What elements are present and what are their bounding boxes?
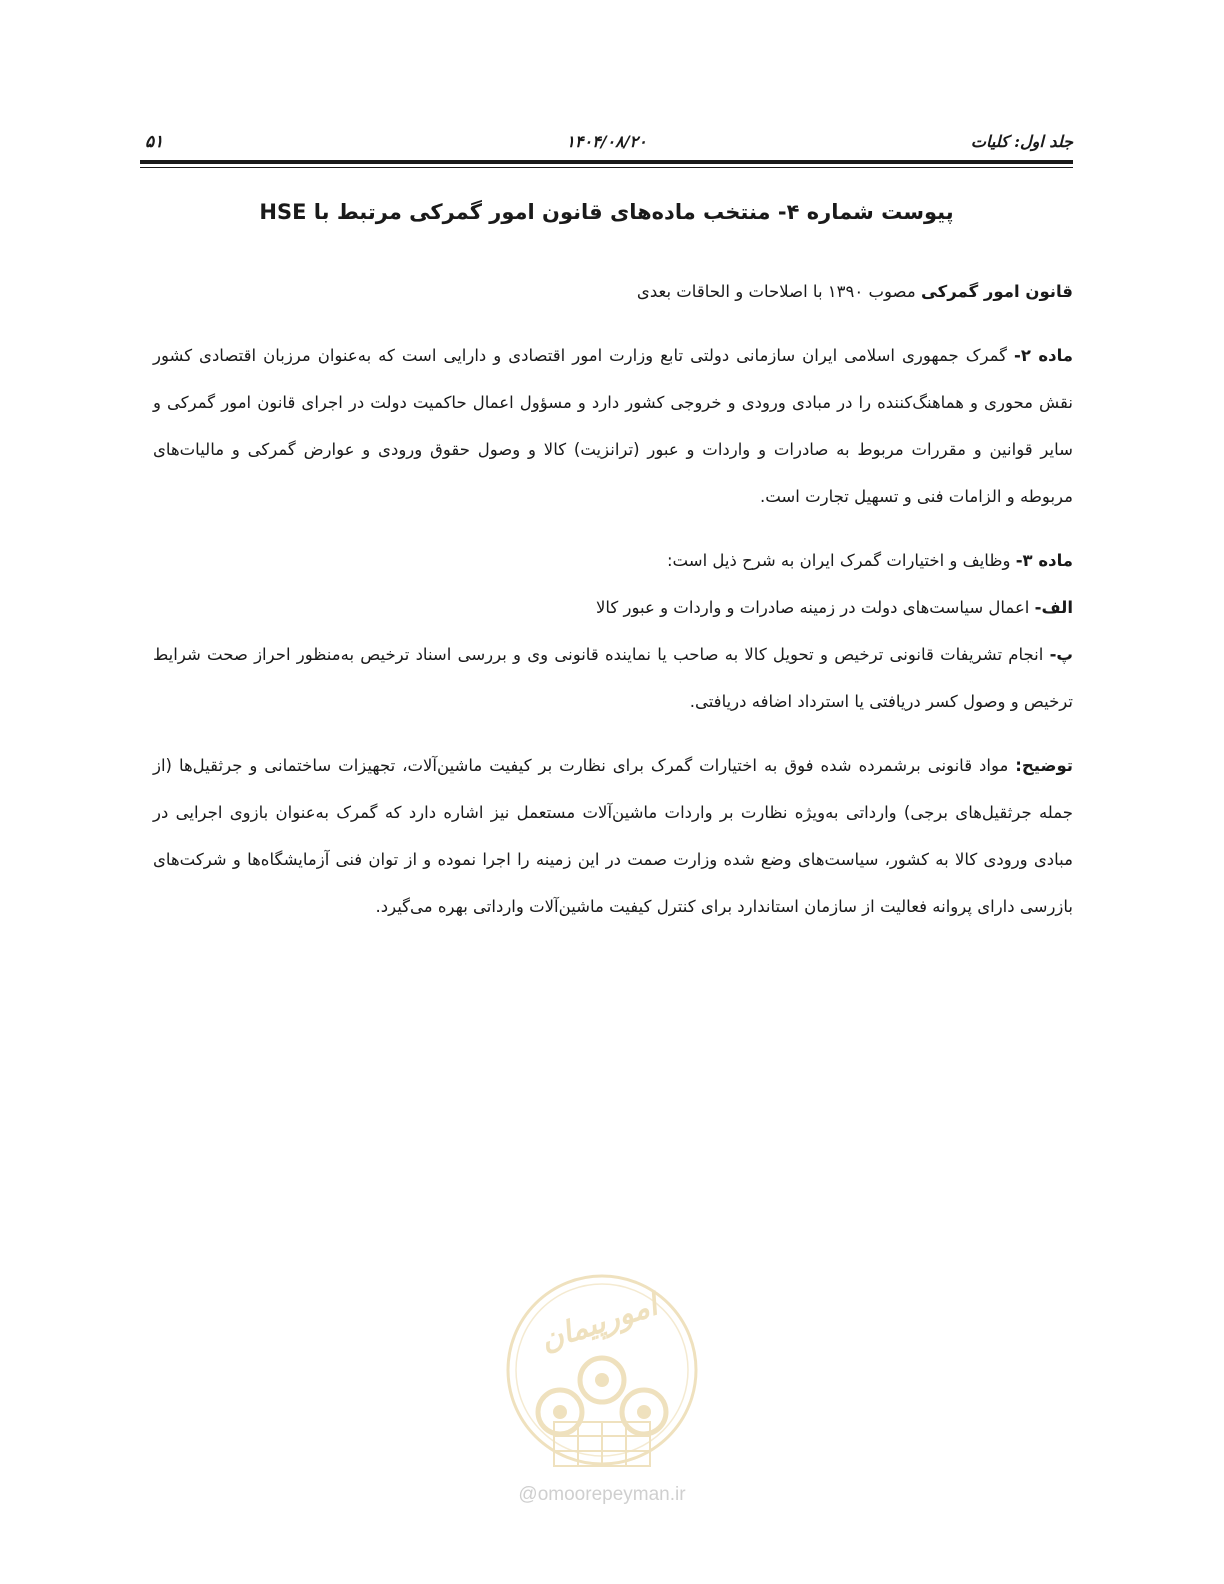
note-label: توضیح: [1015, 756, 1073, 775]
article-3 [153, 537, 1073, 584]
article-2 [153, 332, 1073, 520]
item-label: الف- [1034, 598, 1073, 617]
article-3-item [153, 584, 1073, 631]
page-header [140, 130, 1073, 158]
article-3-label: ماده ۳- [1015, 551, 1073, 570]
article-3-item [153, 631, 1073, 725]
document-body [153, 268, 1073, 930]
watermark-url: @omoorepeyman.ir [518, 1484, 686, 1505]
law-reference [153, 268, 1073, 315]
page-title: پیوست شماره ۴- منتخب ماده‌های قانون امور گمرکی مرتبط با HSE [259, 200, 954, 224]
header-date: ۱۴۰۴/۰۸/۲۰ [566, 132, 647, 151]
header-rule-thick [140, 160, 1073, 164]
explanation-note [153, 742, 1073, 930]
item-text: اعمال سیاست‌های دولت در زمینه صادرات و واردات و عبور کالا [595, 598, 1035, 617]
note-text: مواد قانونی برشمرده شده فوق به اختیارات گمرک برای نظارت بر کیفیت ماشین‌آلات، تجهیزات ساختمانی و جرثقیل‌ها (از جمله جرثقیل‌های برجی) وارداتی به‌ویژه نظارت بر واردات ماشین‌آلات مستعمل نیز اشاره دارد که گمرک به‌عنوان بازوی اجرایی در مبادی ورودی کالا به کشور، سیاست‌های وضع شده وزارت صمت در این زمینه را اجرا نموده و از توان فنی آزمایشگاه‌ها و شرکت‌های بازرسی دارای پروانه فعالیت از سازمان استاندارد برای کنترل کیفیت ماشین‌آلات وارداتی بهره می‌گیرد. [153, 756, 1073, 916]
law-description: مصوب ۱۳۹۰ با اصلاحات و الحاقات بعدی [636, 282, 921, 301]
watermark-logo [502, 1262, 702, 1482]
article-2-label: ماده ۲- [1013, 346, 1073, 365]
article-3-text: وظایف و اختیارات گمرک ایران به شرح ذیل است: [666, 551, 1016, 570]
law-name: قانون امور گمرکی [920, 282, 1073, 301]
item-text: انجام تشریفات قانونی ترخیص و تحویل کالا به صاحب یا نماینده قانونی وی و بررسی اسناد ترخیص به‌منظور احراز صحت شرایط ترخیص و وصول کسر دریافتی یا استرداد اضافه دریافتی. [153, 645, 1073, 711]
watermark-logo-text: امورپیمان [536, 1287, 662, 1359]
volume-title: جلد اول: کلیات [970, 132, 1073, 151]
page-number: ۵۱ [145, 132, 164, 152]
header-rule-thin [140, 167, 1073, 168]
article-2-text: گمرک جمهوری اسلامی ایران سازمانی دولتی تابع وزارت امور اقتصادی و دارایی است که به‌عنوان مرزبان اقتصادی کشور نقش محوری و هماهنگ‌کننده را در مبادی ورودی و خروجی کشور دارد و مسؤول اعمال حاکمیت دولت در اجرای قانون امور گمرکی و سایر قوانین و مقررات مربوط به صادرات و واردات و عبور (ترانزیت) کالا و وصول حقوق ورودی و عوارض گمرکی و مالیات‌های مربوطه و الزامات فنی و تسهیل تجارت است. [153, 346, 1073, 506]
item-label: پ- [1049, 645, 1073, 664]
